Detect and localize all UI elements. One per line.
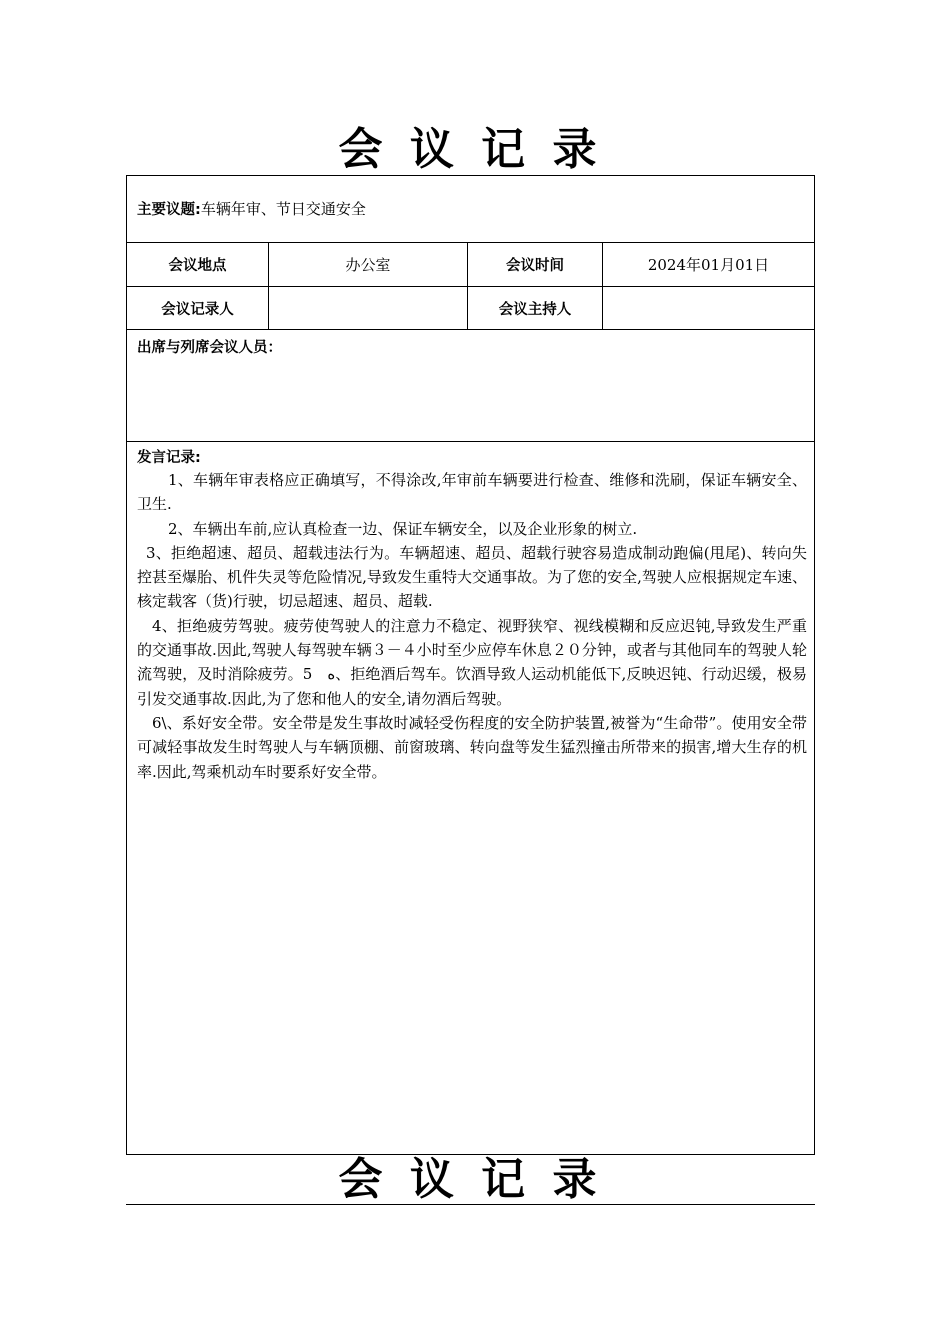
topic-row [127, 176, 814, 242]
meeting-record-form [126, 175, 815, 1155]
page-title-bottom: 会 议 记 录 [338, 1154, 603, 1205]
place-time-row [127, 242, 814, 286]
speech-record-section [127, 441, 814, 1154]
title-divider [126, 1204, 815, 1205]
speech-content [137, 468, 807, 784]
topic-value: 车辆年审、节日交通安全 [200, 200, 366, 218]
page-title: 会 议 记 录 [338, 124, 603, 175]
speech-paragraph: 1、车辆年审表格应正确填写，不得涂改,年审前车辆要进行检查、维修和洗刷，保证车辆安全、卫生. [137, 471, 807, 514]
attendees-label: 出席与列席会议人员： [137, 340, 282, 356]
host-value [602, 287, 814, 329]
speech-paragraph: 4、拒绝疲劳驾驶。疲劳使驾驶人的注意力不稳定、视野狭窄、视线模糊和反应迟钝,导致发生严重的交通事故.因此,驾驶人每驾驶车辆３－４小时至少应停车休息２０分钟，或者与其他同车的驾驶人轮流驾驶，及时消除疲劳。5 ﻩ、拒绝酒后驾车。饮酒导致人运动机能低下,反映迟钝、行动迟缓，极易引发交通事故.因此,为了您和他人的安全,请勿酒后驾驶。 [137, 616, 807, 708]
recorder-label: 会议记录人 [161, 301, 234, 318]
speech-paragraph: 6\、系好安全带。安全带是发生事故时减轻受伤程度的安全防护装置,被誉为“生命带”。使用安全带可减轻事故发生时驾驶人与车辆顶棚、前窗玻璃、转向盘等发生猛烈撞击所带来的损害,增大生存的机率.因此,驾乘机动车时要系好安全带。 [137, 713, 807, 781]
speech-label: 发言记录: [137, 450, 201, 466]
time-value: 2024年01月01日 [602, 243, 814, 286]
speech-paragraph: 2、车辆出车前,应认真检查一边、保证车辆安全，以及企业形象的树立. [168, 519, 638, 538]
recorder-host-row [127, 286, 814, 329]
topic-label: 主要议题: [137, 202, 201, 218]
attendees-section [127, 329, 814, 441]
host-label: 会议主持人 [467, 287, 602, 329]
recorder-value [268, 287, 467, 329]
time-label: 会议时间 [467, 243, 602, 286]
place-label: 会议地点 [168, 258, 227, 274]
place-value: 办公室 [268, 243, 467, 286]
speech-paragraph: 3、拒绝超速、超员、超载违法行为。车辆超速、超员、超载行驶容易造成制动跑偏(甩尾)、转向失控甚至爆胎、机件失灵等危险情况,导致发生重特大交通事故。为了您的安全,驾驶人应根据规定车速、核定载客（货)行驶，切忌超速、超员、超载. [137, 543, 807, 611]
